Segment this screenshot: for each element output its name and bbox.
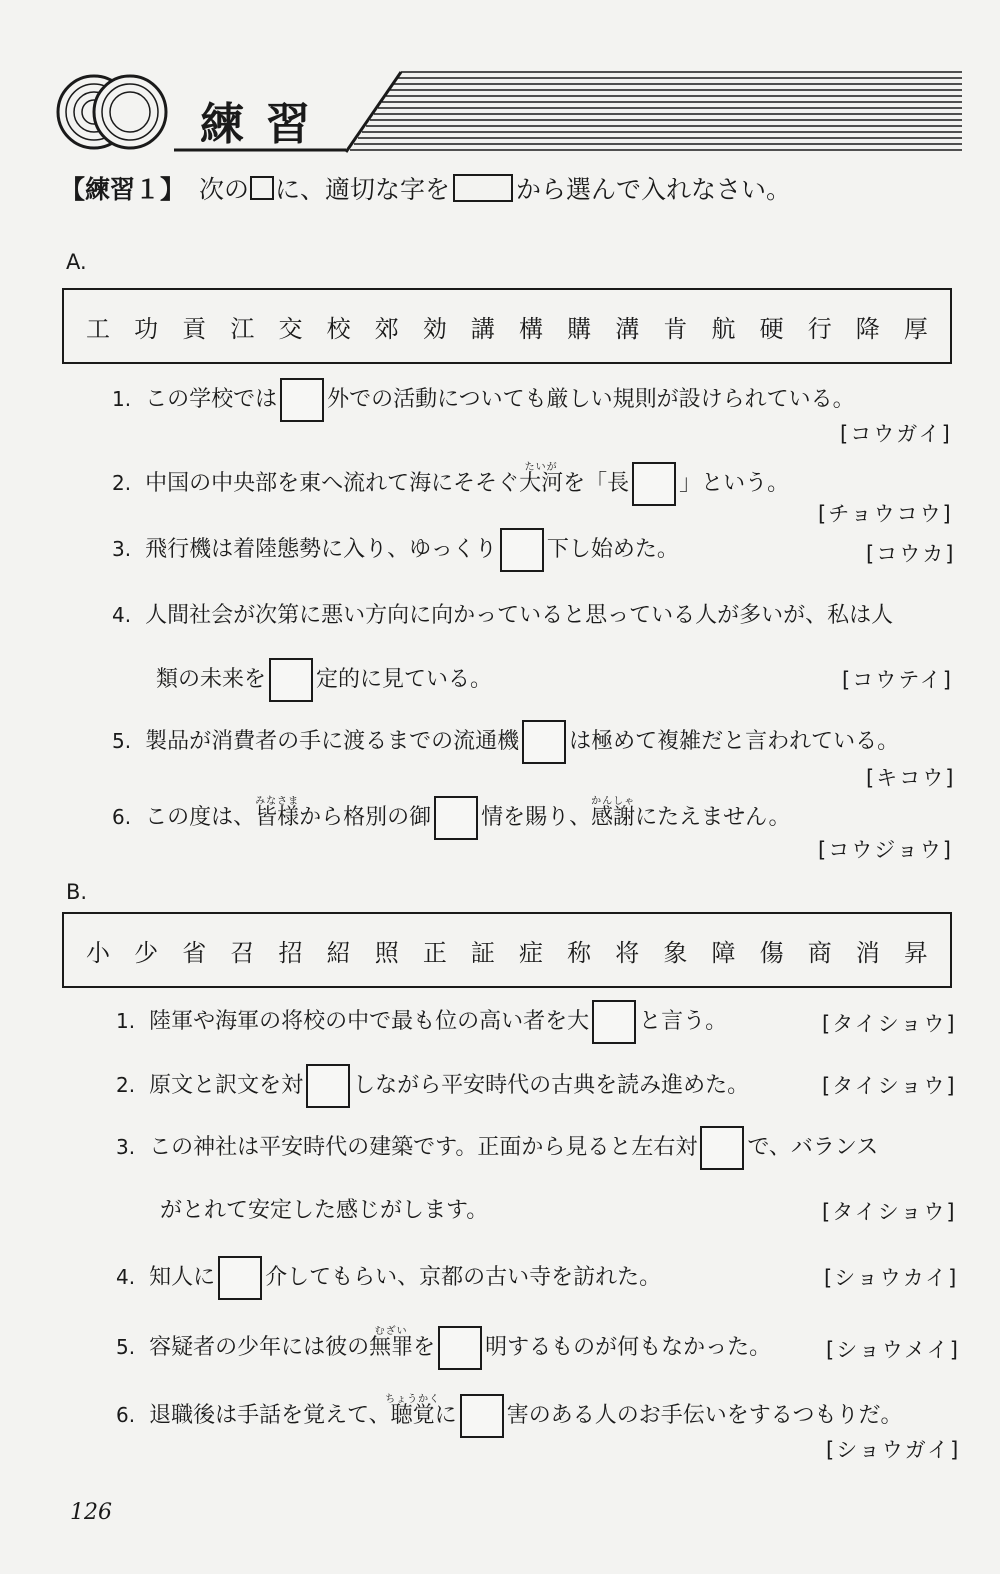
- choice-char: 商: [807, 938, 832, 967]
- banner-stripes: [350, 72, 962, 150]
- section-a-choices: [62, 288, 952, 364]
- choice-box-icon: [453, 174, 513, 202]
- choice-char: 照: [374, 938, 399, 967]
- question-b6: 6. 退職後は手話を覚えて、 ちょうかく 聴覚に 害のある人のお手伝いをするつもりだ。: [116, 1394, 902, 1438]
- choice-char: 溝: [615, 314, 640, 343]
- choice-char: 消: [855, 938, 880, 967]
- choice-char: 厚: [903, 314, 928, 343]
- choice-char: 功: [134, 314, 159, 343]
- choice-char: 降: [855, 314, 880, 343]
- reading-hint: [タイショウ]: [822, 1200, 957, 1224]
- reading-hint: [コウカ]: [866, 542, 956, 566]
- reading-hint: [タイショウ]: [822, 1012, 957, 1036]
- choice-char: 肯: [663, 314, 688, 343]
- question-b3-line1: 3. この神社は平安時代の建築です。正面から見ると左右対 で、バランス: [116, 1126, 878, 1170]
- question-a4-line1: 4. 人間社会が次第に悪い方向に向かっていると思っている人が多いが、私は人: [112, 603, 894, 628]
- choice-char: 障: [711, 938, 736, 967]
- answer-blank[interactable]: [218, 1256, 262, 1300]
- choice-char: 傷: [759, 938, 784, 967]
- choice-char: 江: [230, 314, 255, 343]
- choice-char: 省: [182, 938, 207, 967]
- choice-char: 効: [422, 314, 447, 343]
- choice-char: 貢: [182, 314, 207, 343]
- page-number: 126: [70, 1500, 112, 1525]
- choice-char: 昇: [903, 938, 928, 967]
- header-banner: [56, 70, 966, 154]
- reading-hint: [コウガイ]: [840, 422, 952, 446]
- answer-blank[interactable]: [700, 1126, 744, 1170]
- answer-blank[interactable]: [434, 796, 478, 840]
- question-b2: 2. 原文と訳文を対 しながら平安時代の古典を読み進めた。: [116, 1064, 749, 1108]
- question-a5: 5. 製品が消費者の手に渡るまでの流通機 は極めて複雑だと言われている。: [112, 720, 899, 764]
- reading-hint: [コウジョウ]: [818, 838, 953, 862]
- choice-char: 航: [711, 314, 736, 343]
- choice-char: 将: [615, 938, 640, 967]
- question-a6: 6. この度は、 みなさま 皆様から格別の御 情を賜り、 かんしゃ 感謝にたえません。: [112, 796, 791, 840]
- answer-blank[interactable]: [500, 528, 544, 572]
- reading-hint: [タイショウ]: [822, 1074, 957, 1098]
- reading-hint: [キコウ]: [866, 766, 956, 790]
- reading-hint: [ショウガイ]: [826, 1438, 961, 1462]
- answer-blank[interactable]: [522, 720, 566, 764]
- double-ring-icon: [58, 76, 166, 148]
- section-a-label: A.: [66, 250, 87, 274]
- question-b3-line2: がとれて安定した感じがします。: [160, 1198, 489, 1223]
- question-b1: 1. 陸軍や海軍の将校の中で最も位の高い者を大 と言う。: [116, 1000, 727, 1044]
- question-a1: 1. この学校では 外での活動についても厳しい規則が設けられている。: [112, 378, 855, 422]
- choice-char: 硬: [759, 314, 784, 343]
- question-a3: 3. 飛行機は着陸態勢に入り、ゆっくり 下し始めた。: [112, 528, 679, 572]
- answer-blank[interactable]: [438, 1326, 482, 1370]
- choice-char: 症: [519, 938, 544, 967]
- question-a4-line2: 類の未来を 定的に見ている。: [156, 658, 492, 702]
- choice-char: 称: [567, 938, 592, 967]
- choice-char: 行: [807, 314, 832, 343]
- reading-hint: [コウテイ]: [842, 668, 953, 692]
- question-b5: 5. 容疑者の少年には彼の むざい 無罪を 明するものが何もなかった。: [116, 1326, 771, 1370]
- answer-blank[interactable]: [632, 462, 676, 506]
- question-a2: 2. 中国の中央部を東へ流れて海にそそぐ たいが 大河を「長 」という。: [112, 462, 789, 506]
- reading-hint: [チョウコウ]: [818, 502, 953, 526]
- choice-char: 証: [470, 938, 495, 967]
- section-b-label: B.: [66, 880, 88, 904]
- page-title: 練習: [200, 99, 332, 150]
- choice-char: 講: [470, 314, 495, 343]
- answer-blank[interactable]: [269, 658, 313, 702]
- exercise-instruction: 【練習１】 次の に、適切な字を から選んで入れなさい。: [60, 175, 792, 204]
- choice-char: 小: [86, 938, 111, 967]
- choice-char: 召: [230, 938, 255, 967]
- choice-char: 構: [519, 314, 544, 343]
- answer-blank[interactable]: [592, 1000, 636, 1044]
- reading-hint: [ショウメイ]: [826, 1338, 960, 1362]
- answer-blank[interactable]: [280, 378, 324, 422]
- choice-char: 紹: [326, 938, 351, 967]
- choice-char: 郊: [374, 314, 399, 343]
- section-b-choices: [62, 912, 952, 988]
- choice-char: 正: [422, 938, 447, 967]
- answer-blank[interactable]: [306, 1064, 350, 1108]
- exercise-label: 【練習１】: [60, 175, 186, 204]
- choice-char: 交: [278, 314, 303, 343]
- question-b4: 4. 知人に 介してもらい、京都の古い寺を訪れた。: [116, 1256, 661, 1300]
- reading-hint: [ショウカイ]: [824, 1266, 959, 1290]
- choice-char: 購: [567, 314, 592, 343]
- choice-char: 工: [86, 314, 111, 343]
- choice-char: 校: [326, 314, 351, 343]
- blank-square-icon: [250, 176, 274, 200]
- choice-char: 招: [278, 938, 303, 967]
- choice-char: 少: [134, 938, 159, 967]
- choice-char: 象: [663, 938, 688, 967]
- answer-blank[interactable]: [460, 1394, 504, 1438]
- banner-graphic: [56, 70, 966, 154]
